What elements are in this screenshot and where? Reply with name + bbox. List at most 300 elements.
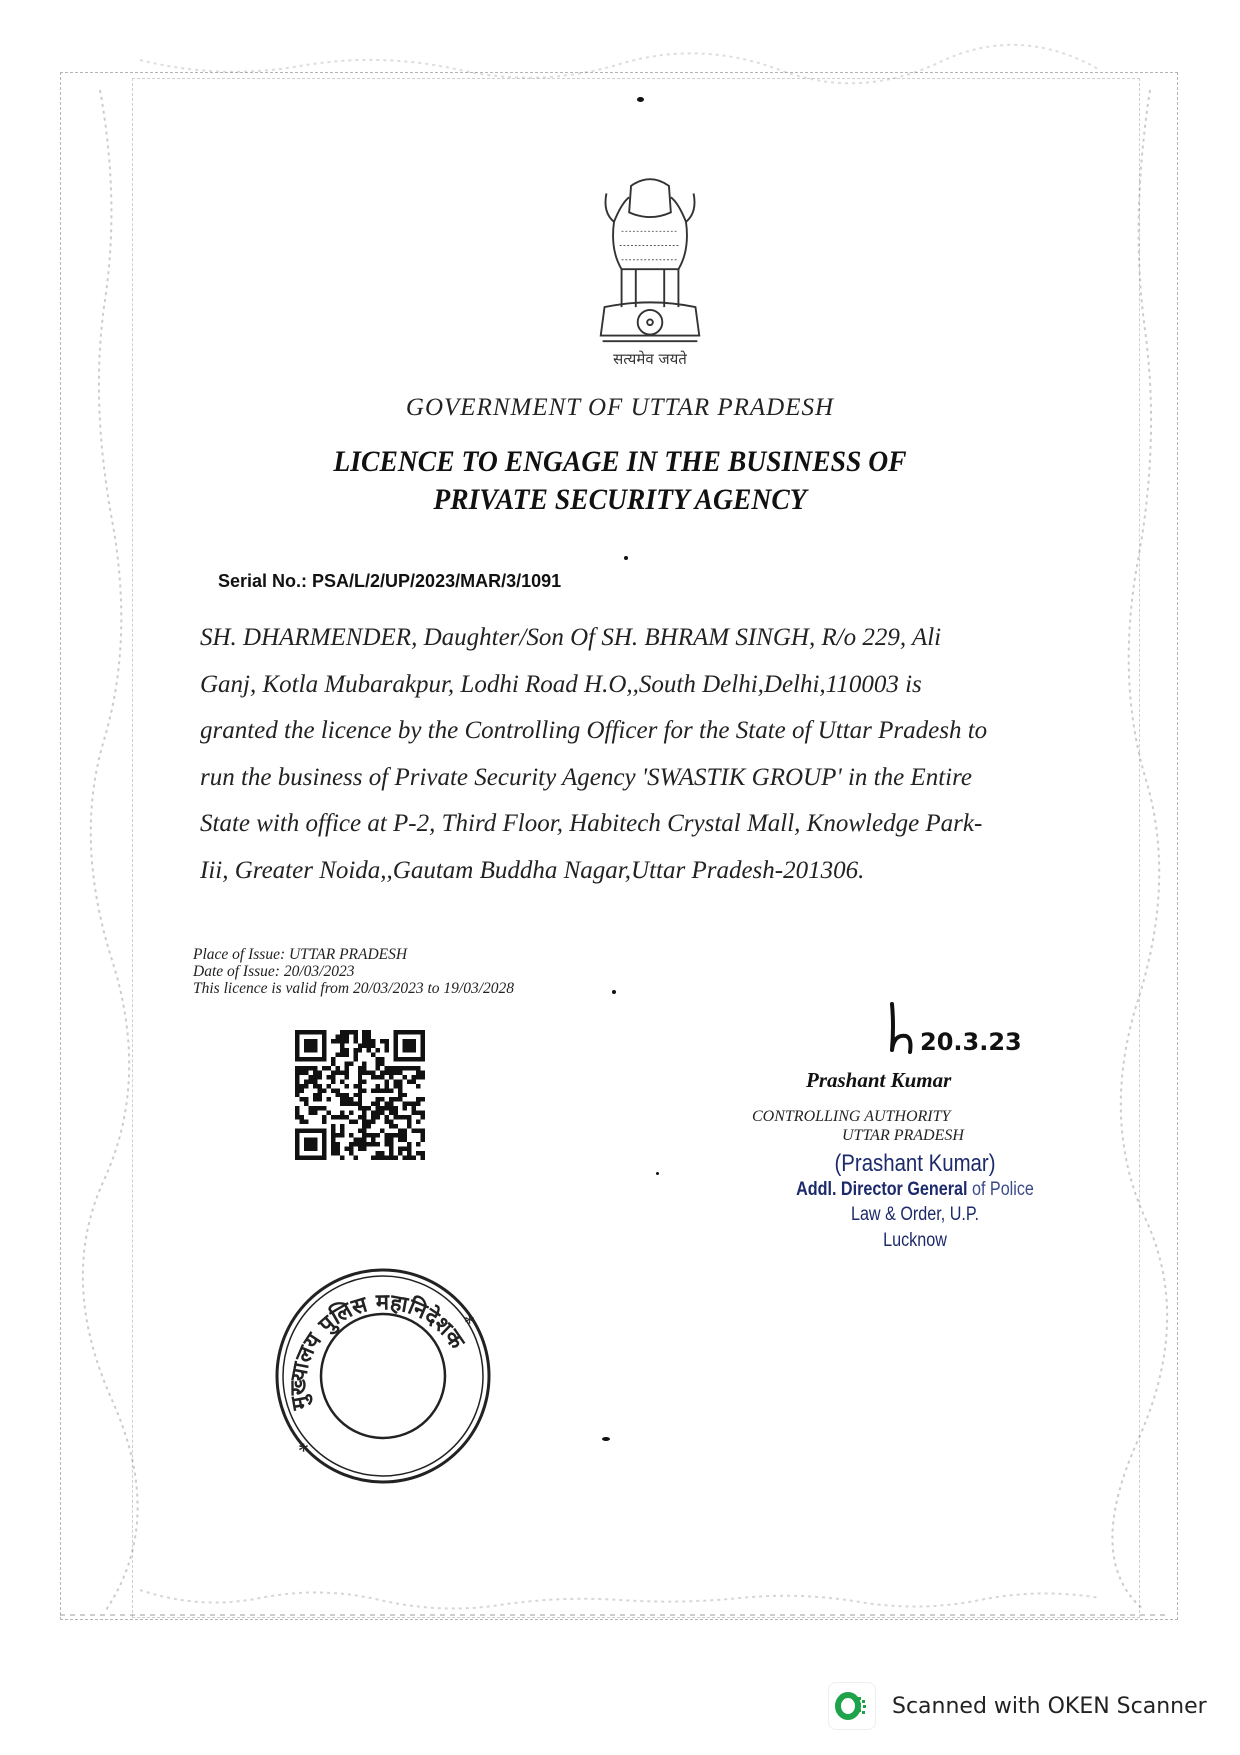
qr-module <box>367 1034 371 1038</box>
qr-module <box>416 1151 420 1155</box>
qr-module <box>380 1039 384 1043</box>
qr-module <box>353 1093 357 1097</box>
qr-module <box>308 1079 312 1083</box>
qr-module <box>331 1039 335 1043</box>
qr-module <box>349 1133 353 1137</box>
qr-module <box>322 1120 326 1124</box>
qr-module <box>295 1066 299 1070</box>
qr-module <box>295 1088 299 1092</box>
qr-module <box>353 1057 357 1061</box>
qr-module <box>412 1111 416 1115</box>
qr-module <box>340 1052 344 1056</box>
qr-module <box>340 1070 344 1074</box>
qr-module <box>376 1061 380 1065</box>
qr-module <box>407 1147 411 1151</box>
qr-module <box>376 1106 380 1110</box>
qr-module <box>385 1102 389 1106</box>
qr-module <box>326 1084 330 1088</box>
qr-module <box>353 1052 357 1056</box>
qr-module <box>398 1084 402 1088</box>
qr-module <box>344 1066 348 1070</box>
qr-module <box>322 1106 326 1110</box>
round-seal-stamp <box>268 1258 498 1488</box>
qr-module <box>313 1106 317 1110</box>
qr-module <box>394 1097 398 1101</box>
qr-module <box>412 1106 416 1110</box>
qr-module <box>371 1052 375 1056</box>
qr-module <box>353 1048 357 1052</box>
qr-module <box>317 1084 321 1088</box>
qr-module <box>412 1129 416 1133</box>
qr-module <box>385 1048 389 1052</box>
qr-module <box>322 1088 326 1092</box>
scan-speck <box>612 990 616 994</box>
qr-module <box>380 1129 384 1133</box>
handwritten-signature <box>880 1000 1040 1064</box>
qr-module <box>331 1124 335 1128</box>
seal-text: मुख्यालय पुलिस महानिदेशक <box>286 1290 470 1412</box>
qr-module <box>385 1156 389 1160</box>
qr-module <box>313 1097 317 1101</box>
qr-module <box>421 1115 425 1119</box>
qr-module <box>326 1097 330 1101</box>
qr-module <box>340 1097 344 1101</box>
qr-module <box>407 1120 411 1124</box>
qr-module <box>358 1048 362 1052</box>
qr-module <box>335 1093 339 1097</box>
qr-module <box>371 1138 375 1142</box>
qr-module <box>335 1052 339 1056</box>
stamp-designation: Addl. Director General of Police <box>796 1179 1034 1200</box>
qr-module <box>358 1043 362 1047</box>
qr-module <box>380 1070 384 1074</box>
qr-module <box>358 1070 362 1074</box>
qr-module <box>376 1084 380 1088</box>
qr-module <box>335 1147 339 1151</box>
qr-module <box>335 1070 339 1074</box>
qr-module <box>308 1066 312 1070</box>
qr-module <box>340 1079 344 1083</box>
qr-module <box>385 1043 389 1047</box>
qr-module <box>398 1088 402 1092</box>
qr-module <box>367 1048 371 1052</box>
qr-module <box>322 1066 326 1070</box>
qr-module <box>403 1093 407 1097</box>
qr-module <box>394 1070 398 1074</box>
qr-module <box>398 1129 402 1133</box>
signer-name: Prashant Kumar <box>806 1068 952 1092</box>
qr-code-icon <box>295 1030 425 1160</box>
qr-module <box>362 1147 366 1151</box>
qr-module <box>349 1111 353 1115</box>
body-line: Iii, Greater Noida,,Gautam Buddha Nagar,Uttar Pradesh-201306. <box>200 856 865 884</box>
qr-module <box>421 1156 425 1160</box>
qr-module <box>317 1075 321 1079</box>
qr-module <box>416 1120 420 1124</box>
qr-module <box>358 1142 362 1146</box>
qr-module <box>331 1133 335 1137</box>
qr-module <box>376 1048 380 1052</box>
qr-module <box>394 1124 398 1128</box>
qr-module <box>407 1142 411 1146</box>
qr-module <box>358 1075 362 1079</box>
qr-module <box>421 1138 425 1142</box>
qr-module <box>389 1142 393 1146</box>
qr-module <box>412 1075 416 1079</box>
qr-module <box>403 1147 407 1151</box>
qr-module <box>371 1070 375 1074</box>
qr-module <box>385 1142 389 1146</box>
qr-module <box>389 1111 393 1115</box>
licence-validity: This licence is valid from 20/03/2023 to 19/03/2028 <box>193 980 515 997</box>
qr-module <box>313 1075 317 1079</box>
authority-state: UTTAR PRADESH <box>842 1127 964 1144</box>
qr-module <box>416 1111 420 1115</box>
qr-module <box>304 1120 308 1124</box>
qr-module <box>412 1079 416 1083</box>
qr-module <box>362 1133 366 1137</box>
qr-module <box>403 1156 407 1160</box>
qr-module <box>353 1039 357 1043</box>
qr-module <box>304 1102 308 1106</box>
qr-module <box>412 1066 416 1070</box>
national-emblem-icon <box>590 165 710 345</box>
qr-module <box>299 1066 303 1070</box>
qr-module <box>353 1084 357 1088</box>
qr-module <box>403 1133 407 1137</box>
qr-module <box>376 1066 380 1070</box>
scanner-watermark-text: Scanned with OKEN Scanner <box>892 1693 1207 1719</box>
qr-module <box>340 1156 344 1160</box>
qr-module <box>362 1124 366 1128</box>
qr-module <box>317 1070 321 1074</box>
qr-module <box>371 1142 375 1146</box>
qr-module <box>385 1066 389 1070</box>
qr-module <box>380 1075 384 1079</box>
qr-module <box>385 1138 389 1142</box>
qr-module <box>331 1075 335 1079</box>
qr-module <box>394 1079 398 1083</box>
qr-module <box>380 1156 384 1160</box>
body-line: granted the licence by the Controlling Officer for the State of Uttar Pradesh to <box>200 717 988 744</box>
qr-module <box>380 1097 384 1101</box>
qr-module <box>295 1093 299 1097</box>
qr-module <box>340 1030 344 1034</box>
qr-module <box>389 1106 393 1110</box>
star-icon: * <box>464 1310 475 1335</box>
qr-module <box>367 1043 371 1047</box>
qr-module <box>367 1120 371 1124</box>
qr-module <box>376 1115 380 1119</box>
licence-body-paragraph <box>200 615 1080 894</box>
qr-module <box>371 1102 375 1106</box>
qr-module <box>295 1084 299 1088</box>
date-of-issue: Date of Issue: 20/03/2023 <box>193 963 355 980</box>
qr-module <box>389 1088 393 1092</box>
licence-title-line1: LICENCE TO ENGAGE IN THE BUSINESS OF <box>333 445 907 478</box>
qr-module <box>304 1079 308 1083</box>
qr-module <box>362 1079 366 1083</box>
qr-module <box>335 1142 339 1146</box>
qr-module <box>349 1147 353 1151</box>
stamp-city: Lucknow <box>883 1230 947 1251</box>
qr-module <box>421 1111 425 1115</box>
qr-module <box>362 1030 366 1034</box>
qr-module <box>344 1030 348 1034</box>
emblem-motto: सत्यमेव जयते <box>613 350 687 368</box>
qr-module <box>421 1151 425 1155</box>
qr-module <box>389 1097 393 1101</box>
qr-module <box>376 1075 380 1079</box>
qr-module <box>344 1070 348 1074</box>
qr-module <box>344 1147 348 1151</box>
qr-module <box>362 1111 366 1115</box>
body-line: Ganj, Kotla Mubarakpur, Lodhi Road H.O,,South Delhi,Delhi,110003 is <box>200 670 922 698</box>
qr-module <box>358 1115 362 1119</box>
qr-module <box>317 1106 321 1110</box>
scan-speck <box>624 556 628 560</box>
qr-module <box>313 1111 317 1115</box>
qr-module <box>344 1115 348 1119</box>
qr-module <box>380 1151 384 1155</box>
qr-module <box>358 1102 362 1106</box>
qr-module <box>331 1138 335 1142</box>
qr-module <box>295 1115 299 1119</box>
qr-module <box>344 1052 348 1056</box>
qr-module <box>385 1079 389 1083</box>
qr-module <box>398 1147 402 1151</box>
qr-module <box>317 1093 321 1097</box>
qr-module <box>371 1075 375 1079</box>
qr-module <box>403 1066 407 1070</box>
qr-module <box>398 1138 402 1142</box>
qr-module <box>335 1066 339 1070</box>
qr-module <box>403 1115 407 1119</box>
qr-module <box>326 1075 330 1079</box>
qr-module <box>331 1142 335 1146</box>
qr-module <box>344 1061 348 1065</box>
qr-module <box>421 1129 425 1133</box>
qr-module <box>335 1133 339 1137</box>
qr-module <box>295 1111 299 1115</box>
qr-module <box>353 1034 357 1038</box>
qr-module <box>371 1111 375 1115</box>
qr-module <box>349 1030 353 1034</box>
qr-module <box>362 1034 366 1038</box>
qr-module <box>353 1138 357 1142</box>
qr-module <box>340 1048 344 1052</box>
qr-module <box>407 1151 411 1155</box>
qr-module <box>358 1147 362 1151</box>
qr-module <box>340 1133 344 1137</box>
qr-module <box>403 1106 407 1110</box>
qr-module <box>412 1156 416 1160</box>
qr-module <box>376 1156 380 1160</box>
qr-module <box>340 1043 344 1047</box>
qr-module <box>416 1075 420 1079</box>
qr-module <box>403 1138 407 1142</box>
qr-module <box>376 1057 380 1061</box>
qr-module <box>367 1133 371 1137</box>
qr-module <box>308 1111 312 1115</box>
qr-module <box>367 1106 371 1110</box>
qr-module <box>385 1106 389 1110</box>
qr-module <box>340 1129 344 1133</box>
qr-module <box>340 1111 344 1115</box>
qr-module <box>362 1115 366 1119</box>
qr-module <box>335 1039 339 1043</box>
qr-module <box>394 1111 398 1115</box>
qr-module <box>371 1115 375 1119</box>
qr-module <box>385 1084 389 1088</box>
qr-module <box>313 1066 317 1070</box>
qr-module <box>331 1070 335 1074</box>
qr-module <box>389 1066 393 1070</box>
qr-module <box>304 1070 308 1074</box>
qr-module <box>299 1088 303 1092</box>
qr-module <box>358 1084 362 1088</box>
qr-module <box>331 1088 335 1092</box>
body-line: SH. DHARMENDER, Daughter/Son Of SH. BHRAM SINGH, R/o 229, Ali <box>200 624 942 651</box>
qr-module <box>389 1124 393 1128</box>
qr-module <box>376 1142 380 1146</box>
qr-module <box>376 1151 380 1155</box>
qr-module <box>304 1097 308 1101</box>
qr-module <box>371 1039 375 1043</box>
qr-module <box>380 1057 384 1061</box>
qr-module <box>299 1115 303 1119</box>
qr-module <box>344 1093 348 1097</box>
qr-module <box>376 1097 380 1101</box>
qr-module <box>394 1156 398 1160</box>
qr-module <box>362 1039 366 1043</box>
qr-module <box>335 1034 339 1038</box>
qr-module <box>398 1066 402 1070</box>
qr-module <box>407 1124 411 1128</box>
qr-module <box>340 1093 344 1097</box>
place-of-issue: Place of Issue: UTTAR PRADESH <box>193 946 408 963</box>
qr-module <box>389 1138 393 1142</box>
qr-module <box>340 1102 344 1106</box>
qr-module <box>344 1034 348 1038</box>
qr-module <box>394 1066 398 1070</box>
qr-module <box>407 1066 411 1070</box>
qr-module <box>389 1102 393 1106</box>
qr-module <box>358 1093 362 1097</box>
qr-module <box>299 1120 303 1124</box>
qr-module <box>389 1075 393 1079</box>
qr-module <box>335 1151 339 1155</box>
scan-speck <box>656 1172 659 1175</box>
qr-module <box>362 1129 366 1133</box>
qr-module <box>376 1102 380 1106</box>
qr-module <box>358 1138 362 1142</box>
qr-module <box>362 1120 366 1124</box>
qr-module <box>403 1129 407 1133</box>
qr-module <box>313 1093 317 1097</box>
qr-module <box>385 1133 389 1137</box>
qr-module <box>367 1030 371 1034</box>
qr-module <box>367 1070 371 1074</box>
qr-module <box>367 1124 371 1128</box>
qr-module <box>331 1057 335 1061</box>
qr-module <box>299 1097 303 1101</box>
qr-module <box>398 1097 402 1101</box>
qr-module <box>389 1120 393 1124</box>
qr-module <box>331 1061 335 1065</box>
qr-module <box>353 1142 357 1146</box>
qr-module <box>394 1115 398 1119</box>
qr-module <box>299 1070 303 1074</box>
qr-module <box>304 1084 308 1088</box>
qr-module <box>416 1097 420 1101</box>
scanner-watermark <box>828 1682 1207 1730</box>
qr-module <box>416 1066 420 1070</box>
qr-module <box>331 1147 335 1151</box>
qr-module <box>421 1070 425 1074</box>
qr-module <box>317 1088 321 1092</box>
qr-module <box>421 1097 425 1101</box>
qr-module <box>398 1133 402 1137</box>
qr-module <box>313 1084 317 1088</box>
qr-module <box>344 1097 348 1101</box>
qr-module <box>335 1088 339 1092</box>
qr-module <box>376 1111 380 1115</box>
qr-module <box>407 1156 411 1160</box>
qr-module <box>380 1088 384 1092</box>
qr-module <box>313 1079 317 1083</box>
qr-module <box>416 1102 420 1106</box>
qr-module <box>385 1070 389 1074</box>
qr-module <box>304 1066 308 1070</box>
qr-module <box>376 1133 380 1137</box>
licence-title-line2: PRIVATE SECURITY AGENCY <box>433 483 807 516</box>
qr-module <box>308 1106 312 1110</box>
qr-module <box>394 1106 398 1110</box>
qr-module <box>412 1102 416 1106</box>
qr-module <box>340 1039 344 1043</box>
qr-module <box>362 1106 366 1110</box>
qr-module <box>295 1079 299 1083</box>
qr-module <box>416 1129 420 1133</box>
qr-module <box>326 1066 330 1070</box>
qr-module <box>389 1151 393 1155</box>
qr-module <box>398 1079 402 1083</box>
body-line: run the business of Private Security Agency 'SWASTIK GROUP' in the Entire <box>200 763 972 791</box>
qr-module <box>416 1084 420 1088</box>
signature-date: 20.3.23 <box>920 1028 1022 1056</box>
qr-module <box>349 1151 353 1155</box>
qr-module <box>362 1061 366 1065</box>
qr-module <box>349 1120 353 1124</box>
qr-module <box>421 1133 425 1137</box>
qr-module <box>295 1106 299 1110</box>
qr-module <box>358 1106 362 1110</box>
qr-module <box>367 1142 371 1146</box>
qr-module <box>331 1129 335 1133</box>
qr-module <box>362 1066 366 1070</box>
qr-module <box>353 1120 357 1124</box>
qr-module <box>371 1043 375 1047</box>
qr-module <box>385 1039 389 1043</box>
government-heading: GOVERNMENT OF UTTAR PRADESH <box>405 394 835 421</box>
stamp-department: Law & Order, U.P. <box>850 1204 980 1225</box>
qr-module <box>340 1115 344 1119</box>
scan-speck <box>602 1437 610 1441</box>
qr-module <box>299 1084 303 1088</box>
oken-scanner-logo-icon <box>828 1682 876 1730</box>
qr-module <box>353 1102 357 1106</box>
